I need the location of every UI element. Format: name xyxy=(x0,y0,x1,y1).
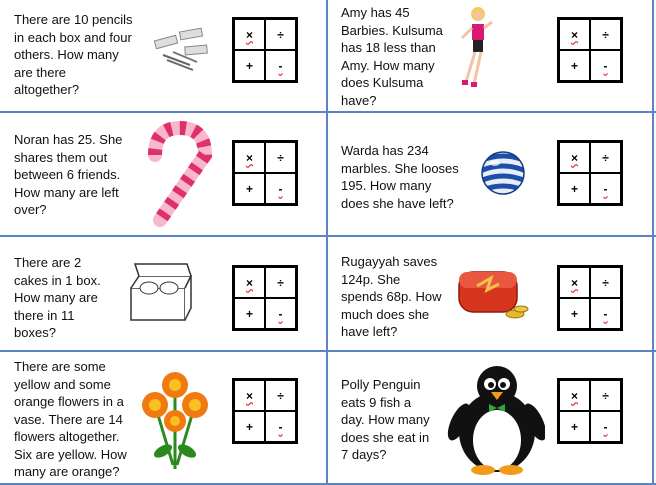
flowers-icon xyxy=(135,365,215,473)
subtract-cell[interactable]: - xyxy=(590,298,621,329)
row-divider xyxy=(0,111,656,113)
operation-grid xyxy=(557,140,623,206)
operation-grid xyxy=(232,265,298,331)
add-cell[interactable]: + xyxy=(559,298,590,329)
column-divider xyxy=(326,0,328,485)
multiply-cell[interactable]: × xyxy=(234,267,265,298)
multiply-cell[interactable]: × xyxy=(559,267,590,298)
marble-icon xyxy=(478,148,528,198)
problem-text: Noran has 25. She shares them out between 6 friends. How many are left over? xyxy=(14,132,123,217)
doll-icon xyxy=(450,4,500,89)
divide-cell[interactable]: ÷ xyxy=(265,380,296,411)
purse-icon xyxy=(455,262,530,322)
operation-grid xyxy=(232,378,298,444)
problem-text: There are 2 cakes in 1 box. How many are there in 11 boxes? xyxy=(14,255,101,340)
subtract-cell[interactable]: - xyxy=(265,173,296,204)
divide-cell[interactable]: ÷ xyxy=(265,267,296,298)
pencils-icon xyxy=(145,20,215,75)
subtract-cell[interactable]: - xyxy=(590,50,621,81)
add-cell[interactable]: + xyxy=(559,50,590,81)
add-cell[interactable]: + xyxy=(234,298,265,329)
subtract-cell[interactable]: - xyxy=(265,298,296,329)
multiply-cell[interactable]: × xyxy=(559,19,590,50)
divide-cell[interactable]: ÷ xyxy=(265,19,296,50)
cake-box-icon xyxy=(125,262,195,327)
operation-grid xyxy=(557,265,623,331)
operation-grid xyxy=(557,378,623,444)
add-cell[interactable]: + xyxy=(559,411,590,442)
add-cell[interactable]: + xyxy=(234,411,265,442)
divide-cell[interactable]: ÷ xyxy=(265,142,296,173)
multiply-cell[interactable]: × xyxy=(559,142,590,173)
problem-text: Amy has 45 Barbies. Kulsuma has 18 less than Amy. How many does Kulsuma have? xyxy=(341,5,443,108)
operation-grid xyxy=(557,17,623,83)
add-cell[interactable]: + xyxy=(234,50,265,81)
divide-cell[interactable]: ÷ xyxy=(590,142,621,173)
multiply-cell[interactable]: × xyxy=(234,19,265,50)
problem-text: Rugayyah saves 124p. She spends 68p. How much does she have left? xyxy=(341,254,442,339)
penguin-icon xyxy=(445,362,545,477)
divide-cell[interactable]: ÷ xyxy=(590,380,621,411)
operation-grid xyxy=(232,17,298,83)
divide-cell[interactable]: ÷ xyxy=(590,19,621,50)
subtract-cell[interactable]: - xyxy=(590,411,621,442)
add-cell[interactable]: + xyxy=(559,173,590,204)
row-divider xyxy=(0,235,656,237)
divide-cell[interactable]: ÷ xyxy=(590,267,621,298)
multiply-cell[interactable]: × xyxy=(559,380,590,411)
subtract-cell[interactable]: - xyxy=(590,173,621,204)
add-cell[interactable]: + xyxy=(234,173,265,204)
problem-text: Warda has 234 marbles. She looses 195. How many does she have left? xyxy=(341,143,459,211)
column-divider xyxy=(652,0,654,485)
subtract-cell[interactable]: - xyxy=(265,50,296,81)
multiply-cell[interactable]: × xyxy=(234,142,265,173)
multiply-cell[interactable]: × xyxy=(234,380,265,411)
problem-text: Polly Penguin eats 9 fish a day. How many does she eat in 7 days? xyxy=(341,377,430,462)
problem-text: There are 10 pencils in each box and four others. How many are there altogether? xyxy=(14,12,133,97)
operation-grid xyxy=(232,140,298,206)
subtract-cell[interactable]: - xyxy=(265,411,296,442)
problem-text: There are some yellow and some orange flowers in a vase. There are 14 flowers altogether. Six are yellow. How many are orange? xyxy=(14,359,127,479)
row-divider xyxy=(0,350,656,352)
candy-cane-icon xyxy=(135,120,215,230)
